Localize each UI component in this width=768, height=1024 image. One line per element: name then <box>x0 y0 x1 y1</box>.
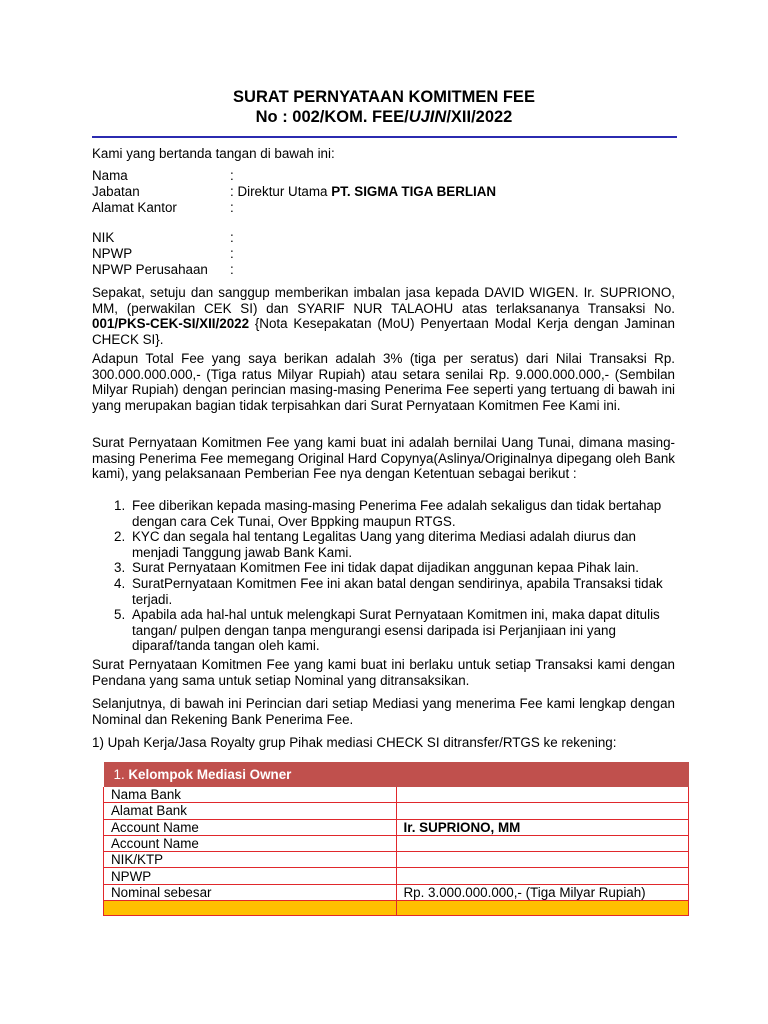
transaction-number: 001/PKS-CEK-SI/XII/2022 <box>92 316 250 332</box>
list-item <box>92 529 675 560</box>
table-header-row <box>104 762 689 787</box>
table-row <box>104 868 689 884</box>
identity-value <box>230 184 496 200</box>
list-text: KYC dan segala hal tentang Legalitas Uang yang diterima Mediasi adalah diurus dan menjadi Tanggung jawab Bank Kami. <box>132 529 636 560</box>
row-label: Nominal sebesar <box>104 884 397 900</box>
paragraph-details: Selanjutnya, di bawah ini Perincian dari setiap Mediasi yang menerima Fee kami lengkap dengan Nominal dan Rekening Bank Penerima Fee. <box>92 696 675 727</box>
row-label: Account Name <box>104 819 397 835</box>
row-value <box>396 787 689 803</box>
row-value <box>396 868 689 884</box>
row-label: NIK/KTP <box>104 852 397 868</box>
identity-colon: : <box>230 168 234 183</box>
table-header-number: 1. <box>113 767 129 782</box>
paragraph-transfer: 1) Upah Kerja/Jasa Royalty grup Pihak mediasi CHECK SI ditransfer/RTGS ke rekening: <box>92 735 617 750</box>
number-italic: UJIN <box>408 108 447 126</box>
identity-colon: : <box>230 262 234 277</box>
paragraph-text: Sepakat, setuju dan sanggup memberikan imbalan jasa kepada DAVID WIGEN. Ir. SUPRIONO, MM, (perwakilan CEK SI) dan SYARIF NUR TALAOHU atas terlaksananya Transaksi No. <box>92 285 675 316</box>
terms-list <box>92 498 675 654</box>
identity-label: NIK <box>92 230 115 245</box>
intro-text: Kami yang bertanda tangan di bawah ini: <box>92 146 335 161</box>
company-name: PT. SIGMA TIGA BERLIAN <box>331 184 497 199</box>
table-footer-row <box>104 901 689 916</box>
list-text: SuratPernyataan Komitmen Fee ini akan batal dengan sendirinya, apabila Transaksi tidak terjadi. <box>132 575 663 607</box>
paragraph-validity: Surat Pernyataan Komitmen Fee yang kami buat ini berlaku untuk setiap Transaksi kami dengan Pendana yang sama untuk setiap Nominal yang ditransaksikan. <box>92 657 675 688</box>
paragraph-cash-value: Surat Pernyataan Komitmen Fee yang kami buat ini adalah bernilai Uang Tunai, dimana masing-masing Penerima Fee memegang Original Hard Copynya(Aslinya/Originalnya dipegang oleh Bank kami), yang pelaksanaan Pemberian Fee nya dengan Ketentuan sebagai berikut : <box>92 435 675 482</box>
row-value <box>396 835 689 851</box>
identity-block <box>92 168 692 216</box>
list-number: 3. <box>114 560 126 576</box>
row-value <box>396 803 689 819</box>
document-number <box>0 107 768 127</box>
row-value <box>396 852 689 868</box>
identity-row-npwp-perusahaan <box>92 262 692 278</box>
table-row <box>104 835 689 851</box>
list-item <box>92 607 675 654</box>
paragraph-total-fee: Adapun Total Fee yang saya berikan adalah 3% (tiga per seratus) dari Nilai Transaksi Rp. 300.000.000.000,- (Tiga ratus Milyar Rupiah) atau setara senilai Rp. 9.000.000.000,- (Sembilan Milyar Rupiah) dengan perincian masing-masing Penerima Fee seperti yang tertuang di bawah ini yang merupakan bagian tidak terpisahkan dari Surat Pernyataan Komitmen Fee Kami ini. <box>92 351 675 413</box>
list-text: Apabila ada hal-hal untuk melengkapi Surat Pernyataan Komitmen ini, maka dapat ditulis tangan/ pulpen dengan tanpa mengurangi esensi daripada isi Perjanjiaan ini yang diparaf/tanda tangan oleh kami. <box>132 607 660 654</box>
row-label: Account Name <box>104 835 397 851</box>
list-number: 1. <box>114 498 126 513</box>
number-suffix: /XII/2022 <box>446 108 513 126</box>
identity-row-alamat <box>92 200 692 216</box>
table-header <box>104 762 689 787</box>
footer-cell <box>104 901 397 916</box>
identity-row-nik <box>92 230 692 246</box>
table-row <box>104 819 689 835</box>
list-item <box>92 576 675 607</box>
table-header-title: Kelompok Mediasi Owner <box>128 767 292 782</box>
identity-colon: : <box>230 200 234 215</box>
list-number: 2. <box>114 529 126 545</box>
identity-row-jabatan <box>92 184 692 200</box>
identity-label: NPWP <box>92 246 133 261</box>
table-row <box>104 884 689 900</box>
table-row <box>104 787 689 803</box>
paragraph-text: {Nota Kesepakatan (MoU) Penyertaan Modal Kerja dengan Jaminan CHECK SI}. <box>92 316 675 347</box>
table-row <box>104 803 689 819</box>
identity-row-nama <box>92 168 692 184</box>
identity-label: Nama <box>92 168 128 183</box>
row-value: Ir. SUPRIONO, MM <box>396 819 689 835</box>
paragraph-agreement <box>92 285 675 347</box>
identity-block-2 <box>92 230 692 278</box>
footer-cell <box>396 901 689 916</box>
list-item <box>92 560 675 576</box>
identity-row-npwp <box>92 246 692 262</box>
mediasi-table <box>103 762 689 916</box>
list-item <box>92 498 675 529</box>
list-number: 4. <box>114 575 126 591</box>
identity-label: NPWP Perusahaan <box>92 262 208 277</box>
row-label: Nama Bank <box>104 787 397 803</box>
list-text: Surat Pernyataan Komitmen Fee ini tidak dapat dijadikan anggunan kepaa Pihak lain. <box>132 560 639 576</box>
list-text: Fee diberikan kepada masing-masing Penerima Fee adalah sekaligus dan tidak bertahap dengan cara Cek Tunai, Over Bppking maupun RTGS. <box>132 498 662 529</box>
row-value: Rp. 3.000.000.000,- (Tiga Milyar Rupiah) <box>396 884 689 900</box>
identity-colon: : <box>230 230 234 245</box>
number-prefix: No : 002/KOM. FEE/ <box>255 108 409 126</box>
list-number: 5. <box>114 607 126 623</box>
row-label: Alamat Bank <box>104 803 397 819</box>
document-title: SURAT PERNYATAAN KOMITMEN FEE <box>233 88 535 106</box>
identity-label: Jabatan <box>92 184 140 199</box>
identity-label: Alamat Kantor <box>92 200 177 215</box>
identity-colon: : Direktur Utama <box>230 184 332 199</box>
title-divider <box>92 136 677 138</box>
row-label: NPWP <box>104 868 397 884</box>
table-row <box>104 852 689 868</box>
identity-colon: : <box>230 246 234 261</box>
